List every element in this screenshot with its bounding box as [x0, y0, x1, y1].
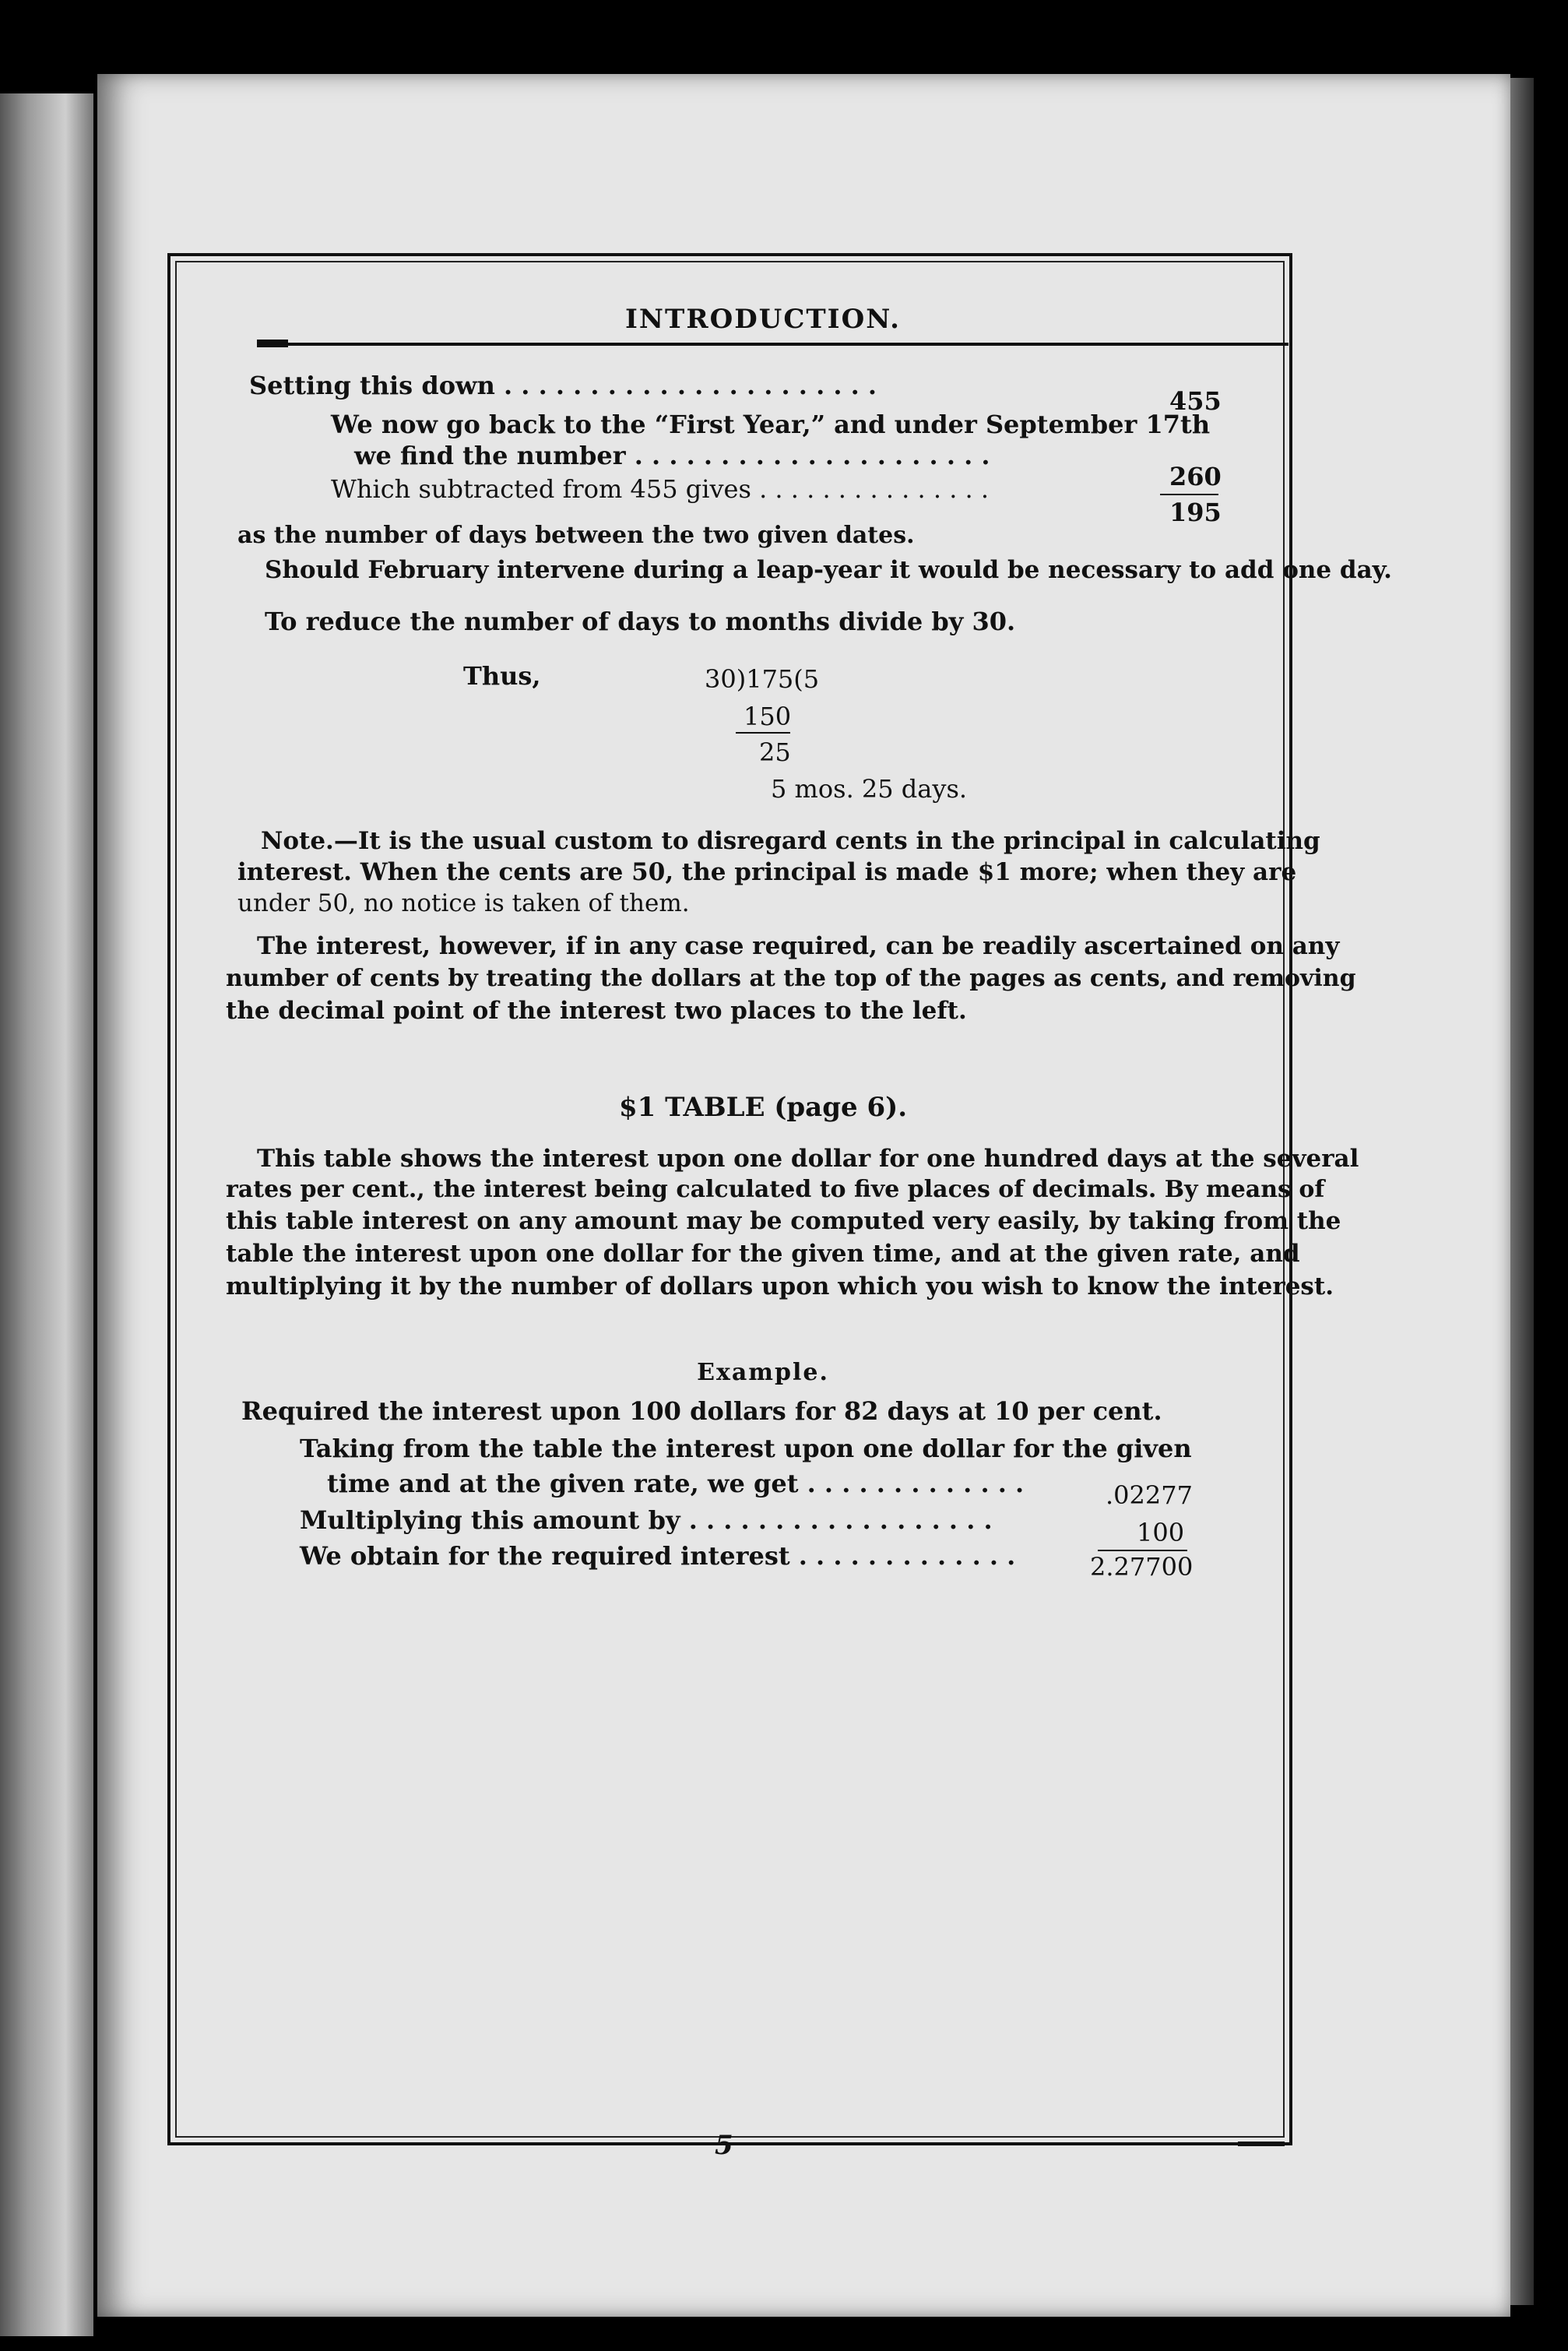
- leap-year-paragraph: Should February intervene during a leap-year it would be necessary to add one day.: [265, 556, 1392, 584]
- division-result: 5 mos. 25 days.: [771, 774, 968, 804]
- calc-line-setting: Setting this down . . . . . . . . . . . . . . . . . . . . . .: [249, 371, 877, 400]
- calc-value-455: 455: [1169, 386, 1222, 416]
- example-line-2: time and at the given rate, we get . . . . . . . . . . . . .: [327, 1469, 1025, 1498]
- note-line-2: interest. When the cents are 50, the principal is made $1 more; when they are: [237, 858, 1297, 886]
- table-para-line-2: rates per cent., the interest being calculated to five places of decimals. By means of: [226, 1176, 1325, 1203]
- header-rule: [257, 343, 1289, 346]
- page-edge-shadow: [1510, 78, 1534, 2305]
- division-row-2: 150: [744, 702, 792, 731]
- calc-value-260: 260: [1169, 462, 1222, 491]
- example-question: Required the interest upon 100 dollars for 82 days at 10 per cent.: [241, 1396, 1162, 1426]
- table-para-line-5: multiplying it by the number of dollars upon which you wish to know the interest.: [226, 1272, 1334, 1300]
- division-row-3: 25: [759, 737, 791, 767]
- example-value-interest: 2.27700: [1090, 1552, 1194, 1582]
- note-line-1: Note.—It is the usual custom to disregard cents in the principal in calculating: [261, 827, 1320, 855]
- division-rule: [736, 732, 790, 734]
- table-para-line-1: This table shows the interest upon one dollar for one hundred days at the several: [257, 1145, 1359, 1173]
- table-para-line-3: this table interest on any amount may be computed very easily, by taking from the: [226, 1207, 1341, 1235]
- example-line-4: We obtain for the required interest . . . . . . . . . . . . .: [300, 1541, 1016, 1571]
- note-line-4: The interest, however, if in any case required, can be readily ascertained on any: [257, 932, 1340, 960]
- note-line-5: number of cents by treating the dollars at the top of the pages as cents, and removing: [226, 965, 1356, 992]
- calc-line-days-between: as the number of days between the two given dates.: [237, 522, 915, 549]
- calc-sum-rule: [1160, 494, 1218, 495]
- thus-label: Thus,: [463, 661, 541, 691]
- table-section-title: $1 TABLE (page 6).: [618, 1092, 908, 1123]
- table-para-line-4: table the interest upon one dollar for the given time, and at the given rate, and: [226, 1240, 1300, 1268]
- page-number: 5: [715, 2130, 733, 2161]
- calc-line-subtracted: Which subtracted from 455 gives . . . . . . . . . . . . . . .: [331, 474, 990, 504]
- adjacent-page-edge: [0, 93, 93, 2336]
- example-value-multiplier: 100: [1137, 1518, 1185, 1547]
- calc-line-first-year: We now go back to the “First Year,” and under September 17th: [331, 410, 1211, 439]
- division-row-1: 30)175(5: [705, 664, 820, 694]
- example-value-rate: .02277: [1106, 1480, 1193, 1510]
- running-head: INTRODUCTION.: [625, 304, 901, 335]
- note-line-6: the decimal point of the interest two places to the left.: [226, 997, 967, 1025]
- calc-value-195: 195: [1169, 498, 1222, 527]
- example-heading: Example.: [697, 1359, 829, 1386]
- months-paragraph: To reduce the number of days to months divide by 30.: [265, 607, 1016, 636]
- calc-line-find-number: we find the number . . . . . . . . . . . . . . . . . . . . .: [354, 441, 990, 470]
- header-rule-ornament: [257, 340, 288, 347]
- frame-bottom-ornament: [1238, 2142, 1285, 2146]
- example-line-3: Multiplying this amount by . . . . . . . . . . . . . . . . . .: [300, 1505, 993, 1535]
- example-line-1: Taking from the table the interest upon one dollar for the given: [300, 1434, 1192, 1463]
- note-line-3: under 50, no notice is taken of them.: [237, 889, 690, 917]
